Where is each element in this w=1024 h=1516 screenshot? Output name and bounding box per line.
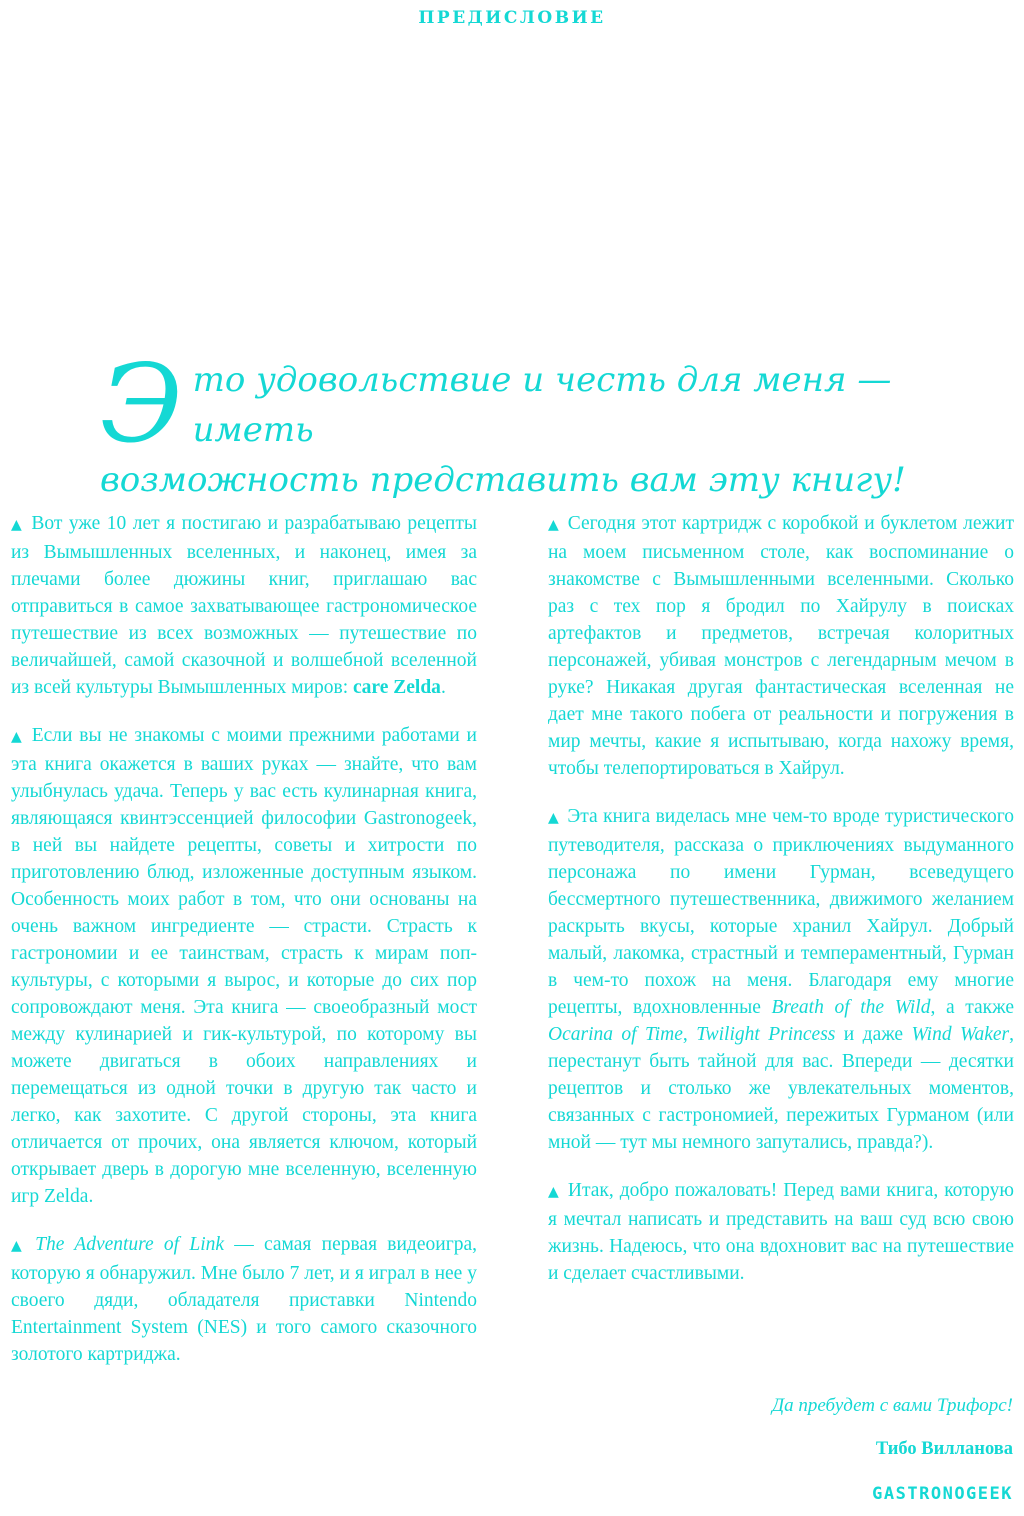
pull-quote-line-2: возможность представить вам эту книгу! (100, 460, 906, 500)
triangle-icon: ▲ (548, 517, 560, 533)
bold-phrase: care Zelda (353, 677, 441, 698)
paragraph-text: Эта книга виделась мне чем-то вроде туристического путеводителя, рассказа о приключениях выдуманного персонажа по имени Гурман, всеведущего бессмертного путешественника, движимого желанием раскрыть вкусы, которые хранил Хайрул. Добрый малый, лакомка, страстный и темпераментный, Гурман в чем-то похож на меня. Благодаря ему многие рецепты, вдохновленные (548, 806, 1014, 1018)
page-title: ПРЕДИСЛОВИЕ (418, 8, 606, 28)
game-title: Twilight Princess (696, 1024, 836, 1045)
game-title: The Adventure of Link (35, 1234, 225, 1255)
right-column (548, 510, 1014, 1308)
pull-quote-line-1: то удовольствие и честь для меня — иметь (192, 360, 892, 450)
paragraph-end: . (440, 677, 446, 698)
paragraph-text: , (682, 1024, 697, 1045)
triangle-icon: ▲ (11, 1238, 28, 1254)
paragraph-text: — самая первая видеоигра, которую я обнаружил. Мне было 7 лет, и я играл в нее у своего дяди, обладателя приставки Nintendo Entertainment System (NES) и того самого сказочного золотого картриджа. (11, 1234, 477, 1365)
signoff (772, 1395, 1013, 1504)
game-title: Breath of the Wild (771, 997, 931, 1018)
paragraph (548, 510, 1014, 782)
paragraph (548, 1177, 1014, 1287)
paragraph (548, 803, 1014, 1156)
triangle-icon: ▲ (11, 729, 24, 745)
pull-quote (100, 342, 940, 505)
paragraph-text: Если вы не знакомы с моими прежними работами и эта книга окажется в ваших руках — знайте, что вам улыбнулась удача. Теперь у вас есть кулинарная книга, являющаяся квинтэссенцией философии Gastronogeek, в ней вы найдете рецепты, советы и хитрости по приготовлению блюд, изложенные доступным языком. Особенность моих работ в том, что они основаны на очень важном ингредиенте — страсти. Страсть к гастрономии и ее таинствам, страсть к мирам поп-культуры, с которыми я вырос, и которые до сих пор сопровождают меня. Эта книга — своеобразный мост между кулинарией и гик-культурой, по которому вы можете двигаться в обоих направлениях и перемещаться из одной точки в другую так часто и легко, как захотите. С другой стороны, эта книга отличается от прочих, она является ключом, который открывает дверь в дорогую мне вселенную, вселенную игр Zelda. (11, 725, 477, 1207)
paragraph-text: Итак, добро пожаловать! Перед вами книга, которую я мечтал написать и представить на ваш суд всю свою жизнь. Надеюсь, что она вдохновит вас на путешествие и сделает счастливыми. (548, 1180, 1014, 1284)
paragraph-text: , перестанут быть тайной для вас. Впереди — десятки рецептов и столько же увлекательных моментов, связанных с гастрономией, пережитых Гурманом (или мной — тут мы немного запутались, правда?). (548, 1024, 1014, 1153)
triangle-icon: ▲ (548, 1184, 560, 1200)
paragraph-text: и даже (835, 1024, 912, 1045)
paragraph (11, 1231, 477, 1368)
author-name: Тибо Вилланова (875, 1439, 1013, 1459)
game-title: Wind Waker (911, 1024, 1010, 1045)
paragraph-text: Вот уже 10 лет я постигаю и разрабатываю рецепты из Вымышленных вселенных, и наконец, имея за плечами более дюжины книг, приглашаю вас отправиться в самое захватывающее гастрономическое путешествие из всех возможных — путешествие по величайшей, самой сказочной и волшебной вселенной из всей культуры Вымышленных миров: (11, 513, 477, 698)
left-column (11, 510, 477, 1389)
game-title: Ocarina of Time (548, 1024, 683, 1045)
triangle-icon: ▲ (11, 517, 24, 533)
paragraph (11, 722, 477, 1210)
paragraph-text: Сегодня этот картридж с коробкой и буклетом лежит на моем письменном столе, как воспоминание о знакомстве с Вымышленными вселенными. Сколько раз с тех пор я бродил по Хайрулу в поисках артефактов и предметов, встречая колоритных персонажей, убивая монстров с легендарным мечом в руке? Никакая другая фантастическая вселенная не дает мне такого побега от реальности и погружения в мир мечты, какие я испытываю, когда нахожу время, чтобы телепортироваться в Хайрул. (548, 513, 1014, 779)
brand-name: GASTRONOGEEK (872, 1484, 1013, 1504)
paragraph (11, 510, 477, 701)
drop-cap: Э (100, 342, 183, 467)
closing-wish: Да пребудет с вами Трифорс! (772, 1395, 1013, 1416)
triangle-icon: ▲ (548, 810, 560, 826)
paragraph-text: , а также (930, 997, 1014, 1018)
